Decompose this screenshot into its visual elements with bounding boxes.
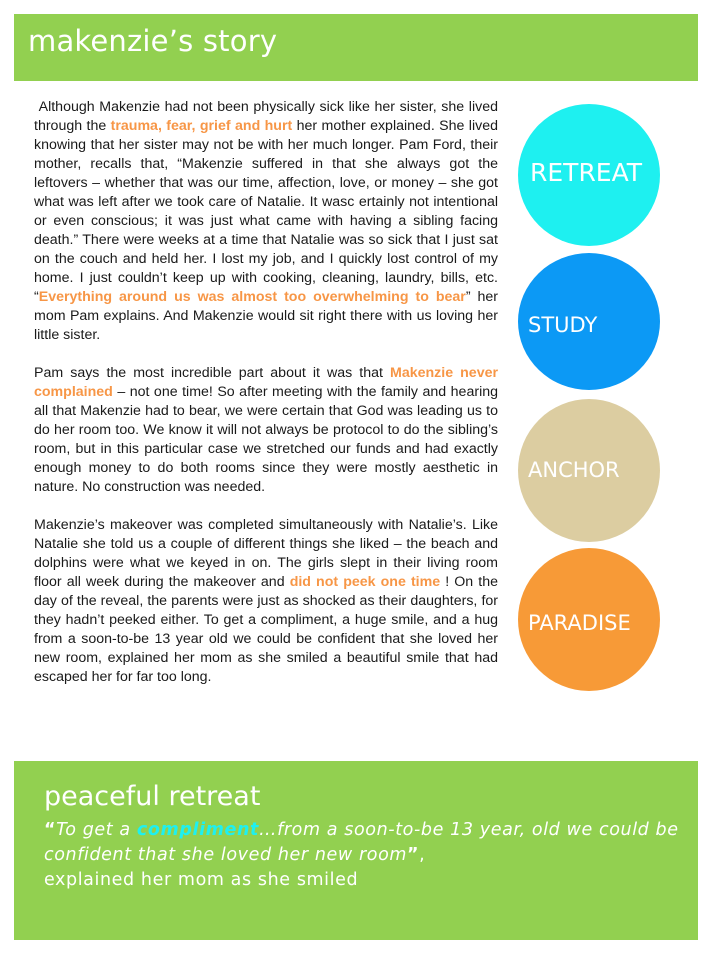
anchor-label: ANCHOR xyxy=(528,458,620,482)
story-text: ! On the day of the reveal, the parents were just as shocked as their daughters, for they hadn’t peeked either. To get a compliment, a huge smile, and a hug from a soon-to-be 13 year old we could be confident that she loved her new room, explained her mom as she smiled a beautiful smile that had escaped her for far too long. xyxy=(34,574,498,685)
story-text: – not one time! So after meeting with the family and hearing all that Makenzie had to bear, we were certain that God was leading us to do her room too. We know it will not always be protocol to do the sibling’s room, but in this particular case we stretched our funds and had exactly enough money to do both rooms since they were mostly aesthetic in nature. No construction was needed. xyxy=(34,384,498,495)
story-paragraph-1 xyxy=(34,98,498,345)
quote-tail: , xyxy=(419,845,426,865)
quote-attribution: explained her mom as she smiled xyxy=(44,870,359,890)
story-body xyxy=(34,98,498,706)
story-text: ” her mom Pam explains. And Makenzie would sit right there with us loving her little sister. xyxy=(34,289,499,343)
retreat-label: RETREAT xyxy=(530,158,643,187)
story-paragraph-3 xyxy=(34,516,498,687)
highlight-phrase: Everything around us was almost too overwhelming to bear xyxy=(38,289,466,305)
study-label: STUDY xyxy=(528,313,598,337)
paradise-circle xyxy=(518,548,660,691)
story-text: her mother explained. She lived knowing that her sister may not be with her much longer. Pam Ford, their mother, recalls that, “Makenzie suffered in that she always got the leftovers – whether that was our time, affection, love, or money – she got what was left after we took care of Natalie. It wasc ertainly not intentional or even conscious; it was just what came with having a sibling facing death.” There were weeks at a time that Natalie was so sick that I just sat on the couch and held her. I lost my job, and I quickly lost control of my home. I just couldn’t keep up with cooking, cleaning, laundry, bills, etc. “ xyxy=(34,118,498,305)
footer-banner xyxy=(14,761,698,940)
quote-mark: ” xyxy=(407,845,420,865)
story-text: Pam says the most incredible part about it was that xyxy=(34,365,390,381)
footer-title: peaceful retreat xyxy=(44,781,261,812)
study-circle xyxy=(518,253,660,390)
quote-mark: “ xyxy=(44,820,57,840)
header-banner xyxy=(14,14,698,81)
quote-text: …from a soon-to-be 13 year, old we could be confident that she loved her new room xyxy=(44,820,679,865)
highlight-phrase: did not peek one time xyxy=(289,574,441,590)
retreat-circle xyxy=(518,104,660,246)
highlight-phrase: trauma, fear, grief and hurt xyxy=(110,118,293,134)
anchor-circle xyxy=(518,399,660,542)
paradise-label: PARADISE xyxy=(528,611,631,635)
quote-text: To get a xyxy=(56,820,137,840)
story-text: Although Makenzie had not been physically sick like her sister, she lived through the xyxy=(34,99,498,134)
pull-quote xyxy=(44,818,684,893)
story-paragraph-2 xyxy=(34,364,498,497)
story-text: Makenzie’s makeover was completed simultaneously with Natalie’s. Like Natalie she told us a couple of different things she liked – the beach and dolphins were what we keyed in on. The girls slept in their living room floor all week during the makeover and xyxy=(34,517,498,590)
highlight-phrase: Makenzie never complained xyxy=(34,365,498,400)
quote-accent-word: compliment xyxy=(136,820,259,840)
page-title: makenzie’s story xyxy=(28,24,278,58)
